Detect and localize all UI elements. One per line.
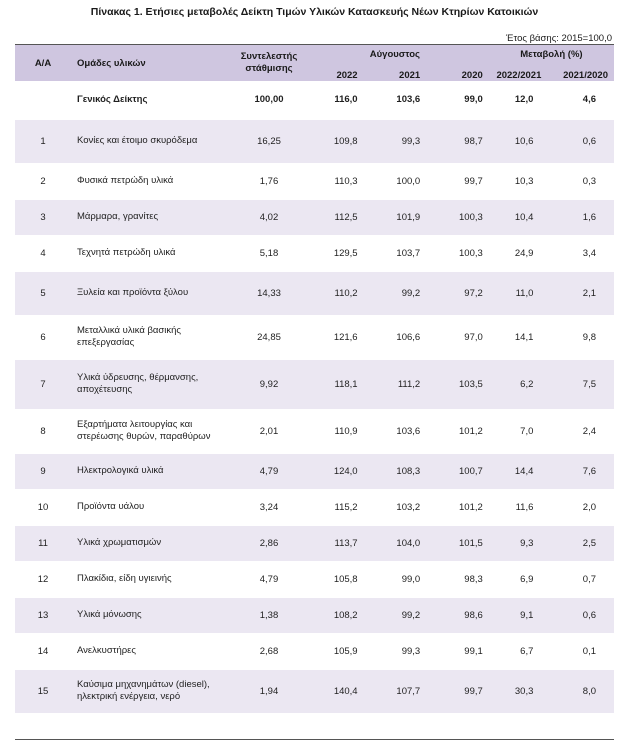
table-row: [15, 489, 614, 525]
value-2022: 121,6: [301, 315, 364, 359]
value-2022: 112,5: [301, 199, 364, 235]
value-2020: 99,7: [426, 669, 489, 713]
value-2022: 110,3: [301, 163, 364, 199]
value-2021: 99,3: [364, 633, 427, 669]
value-2020: 98,6: [426, 597, 489, 633]
change-2021-2020: 9,8: [551, 315, 614, 359]
material-group: Μάρμαρα, γρανίτες: [71, 199, 237, 235]
table-row: [15, 669, 614, 713]
value-2020: 101,2: [426, 489, 489, 525]
table-row: [15, 199, 614, 235]
material-group: Γενικός Δείκτης: [71, 81, 237, 119]
value-2021: 108,3: [364, 453, 427, 489]
header-change-2021-2020: 2021/2020: [551, 63, 614, 81]
weight-value: 16,25: [237, 119, 301, 163]
weight-value: 100,00: [237, 81, 301, 119]
change-2021-2020: 0,6: [551, 119, 614, 163]
base-year-note: Έτος βάσης: 2015=100,0: [506, 33, 612, 44]
general-index-row: [15, 81, 614, 119]
table-row: [15, 235, 614, 271]
value-2020: 98,7: [426, 119, 489, 163]
weight-value: 2,01: [237, 409, 301, 453]
change-2022-2021: 10,3: [489, 163, 552, 199]
row-number: 11: [15, 525, 71, 561]
material-group: Καύσιμα μηχανημάτων (diesel), ηλεκτρική ενέργεια, νερό: [71, 669, 237, 713]
material-group: Υλικά ύδρευσης, θέρμανσης, αποχέτευσης: [71, 359, 237, 409]
table-body: [15, 81, 614, 713]
change-2022-2021: 7,0: [489, 409, 552, 453]
change-2022-2021: 10,4: [489, 199, 552, 235]
price-index-table: [15, 45, 614, 714]
table-row: [15, 561, 614, 597]
value-2022: 113,7: [301, 525, 364, 561]
weight-value: 1,38: [237, 597, 301, 633]
header-group: Ομάδες υλικών: [71, 45, 237, 81]
row-number: 9: [15, 453, 71, 489]
change-2022-2021: 6,9: [489, 561, 552, 597]
material-group: Τεχνητά πετρώδη υλικά: [71, 235, 237, 271]
row-number: 8: [15, 409, 71, 453]
change-2021-2020: 2,4: [551, 409, 614, 453]
value-2021: 99,2: [364, 597, 427, 633]
value-2022: 124,0: [301, 453, 364, 489]
material-group: Προϊόντα υάλου: [71, 489, 237, 525]
weight-value: 9,92: [237, 359, 301, 409]
row-number: 2: [15, 163, 71, 199]
value-2022: 115,2: [301, 489, 364, 525]
table-row: [15, 597, 614, 633]
row-number: 4: [15, 235, 71, 271]
row-number: 7: [15, 359, 71, 409]
bottom-rule: [15, 739, 614, 740]
table-title: Πίνακας 1. Ετήσιες μεταβολές Δείκτη Τιμών Υλικών Κατασκευής Νέων Κτηρίων Κατοικιών: [90, 6, 539, 18]
change-2021-2020: 2,1: [551, 271, 614, 315]
row-number: 6: [15, 315, 71, 359]
value-2021: 103,7: [364, 235, 427, 271]
material-group: Εξαρτήματα λειτουργίας και στερέωσης θυρών, παραθύρων: [71, 409, 237, 453]
material-group: Ξυλεία και προϊόντα ξύλου: [71, 271, 237, 315]
row-number: 12: [15, 561, 71, 597]
table-row: [15, 271, 614, 315]
value-2021: 99,0: [364, 561, 427, 597]
table-row: [15, 315, 614, 359]
header-august: Αύγουστος: [301, 45, 489, 63]
change-2021-2020: 4,6: [551, 81, 614, 119]
row-number: 3: [15, 199, 71, 235]
weight-value: 14,33: [237, 271, 301, 315]
value-2021: 100,0: [364, 163, 427, 199]
change-2022-2021: 9,1: [489, 597, 552, 633]
change-2022-2021: 14,4: [489, 453, 552, 489]
value-2022: 110,2: [301, 271, 364, 315]
row-number: 14: [15, 633, 71, 669]
value-2022: 105,9: [301, 633, 364, 669]
value-2020: 97,2: [426, 271, 489, 315]
table-row: [15, 525, 614, 561]
value-2020: 99,1: [426, 633, 489, 669]
change-2021-2020: 7,6: [551, 453, 614, 489]
value-2021: 107,7: [364, 669, 427, 713]
weight-value: 24,85: [237, 315, 301, 359]
change-2022-2021: 11,6: [489, 489, 552, 525]
weight-value: 3,24: [237, 489, 301, 525]
change-2022-2021: 9,3: [489, 525, 552, 561]
header-change: Μεταβολή (%): [489, 45, 614, 63]
change-2022-2021: 30,3: [489, 669, 552, 713]
change-2021-2020: 3,4: [551, 235, 614, 271]
value-2020: 100,3: [426, 199, 489, 235]
value-2020: 97,0: [426, 315, 489, 359]
value-2021: 106,6: [364, 315, 427, 359]
header-weight: Συντελεστής στάθμισης: [237, 45, 301, 81]
value-2022: 108,2: [301, 597, 364, 633]
weight-value: 2,86: [237, 525, 301, 561]
material-group: Υλικά μόνωσης: [71, 597, 237, 633]
weight-value: 2,68: [237, 633, 301, 669]
material-group: Κονίες και έτοιμο σκυρόδεμα: [71, 119, 237, 163]
row-number: 1: [15, 119, 71, 163]
table-row: [15, 119, 614, 163]
table-row: [15, 633, 614, 669]
weight-value: 1,94: [237, 669, 301, 713]
value-2022: 140,4: [301, 669, 364, 713]
table-row: [15, 163, 614, 199]
material-group: Ανελκυστήρες: [71, 633, 237, 669]
value-2021: 99,2: [364, 271, 427, 315]
row-number: 5: [15, 271, 71, 315]
value-2020: 99,7: [426, 163, 489, 199]
material-group: Υλικά χρωματισμών: [71, 525, 237, 561]
header-2021: 2021: [364, 63, 427, 81]
header-change-2022-2021: 2022/2021: [489, 63, 552, 81]
change-2021-2020: 1,6: [551, 199, 614, 235]
change-2022-2021: 6,2: [489, 359, 552, 409]
change-2022-2021: 14,1: [489, 315, 552, 359]
header-2022: 2022: [301, 63, 364, 81]
row-number: 15: [15, 669, 71, 713]
table-row: [15, 359, 614, 409]
change-2022-2021: 24,9: [489, 235, 552, 271]
change-2021-2020: 0,1: [551, 633, 614, 669]
value-2022: 116,0: [301, 81, 364, 119]
material-group: Φυσικά πετρώδη υλικά: [71, 163, 237, 199]
value-2022: 129,5: [301, 235, 364, 271]
value-2021: 101,9: [364, 199, 427, 235]
row-number: 10: [15, 489, 71, 525]
change-2021-2020: 0,7: [551, 561, 614, 597]
weight-value: 4,79: [237, 561, 301, 597]
weight-value: 5,18: [237, 235, 301, 271]
weight-value: 4,79: [237, 453, 301, 489]
value-2020: 103,5: [426, 359, 489, 409]
weight-value: 1,76: [237, 163, 301, 199]
row-number: 13: [15, 597, 71, 633]
value-2022: 110,9: [301, 409, 364, 453]
value-2021: 111,2: [364, 359, 427, 409]
change-2021-2020: 0,3: [551, 163, 614, 199]
material-group: Πλακίδια, είδη υγιεινής: [71, 561, 237, 597]
value-2020: 100,3: [426, 235, 489, 271]
value-2022: 109,8: [301, 119, 364, 163]
change-2022-2021: 12,0: [489, 81, 552, 119]
table-row: [15, 409, 614, 453]
change-2021-2020: 0,6: [551, 597, 614, 633]
value-2020: 101,2: [426, 409, 489, 453]
value-2021: 99,3: [364, 119, 427, 163]
change-2022-2021: 11,0: [489, 271, 552, 315]
value-2021: 103,6: [364, 81, 427, 119]
value-2021: 103,2: [364, 489, 427, 525]
header-2020: 2020: [426, 63, 489, 81]
table-row: [15, 453, 614, 489]
value-2021: 104,0: [364, 525, 427, 561]
change-2021-2020: 7,5: [551, 359, 614, 409]
value-2020: 101,5: [426, 525, 489, 561]
change-2021-2020: 2,0: [551, 489, 614, 525]
header-aa: Α/Α: [15, 45, 71, 81]
change-2021-2020: 8,0: [551, 669, 614, 713]
value-2020: 100,7: [426, 453, 489, 489]
value-2022: 118,1: [301, 359, 364, 409]
material-group: Ηλεκτρολογικά υλικά: [71, 453, 237, 489]
weight-value: 4,02: [237, 199, 301, 235]
row-number: [15, 81, 71, 119]
value-2022: 105,8: [301, 561, 364, 597]
material-group: Μεταλλικά υλικά βασικής επεξεργασίας: [71, 315, 237, 359]
change-2022-2021: 10,6: [489, 119, 552, 163]
value-2020: 99,0: [426, 81, 489, 119]
value-2021: 103,6: [364, 409, 427, 453]
change-2022-2021: 6,7: [489, 633, 552, 669]
value-2020: 98,3: [426, 561, 489, 597]
change-2021-2020: 2,5: [551, 525, 614, 561]
